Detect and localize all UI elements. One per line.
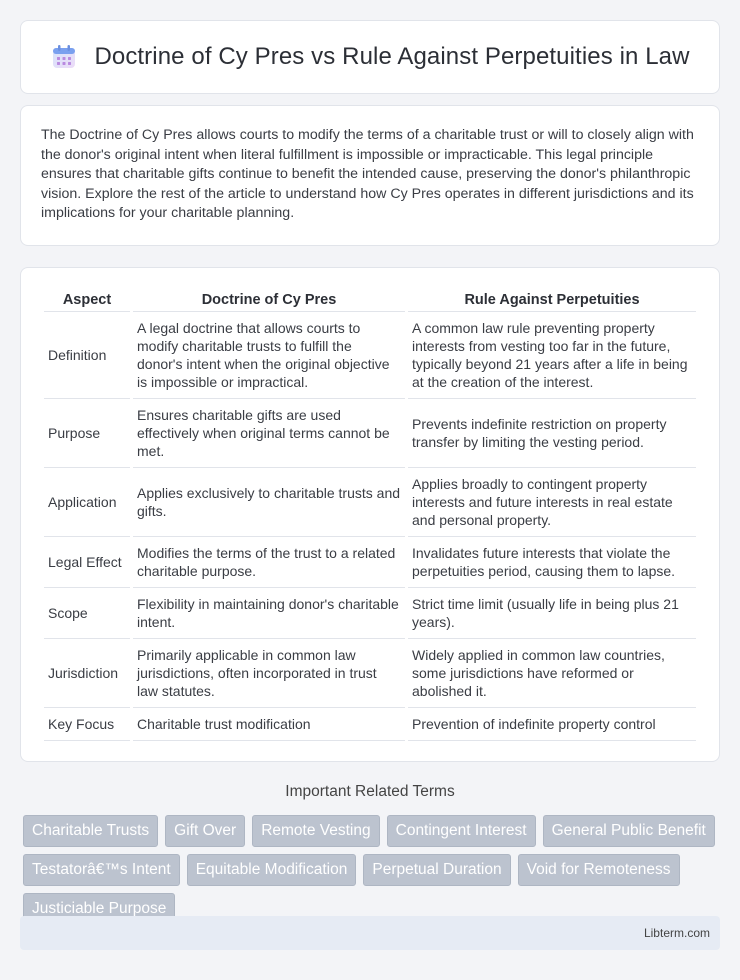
related-term-tag[interactable]: Gift Over — [165, 815, 245, 847]
cy-pres-cell: Modifies the terms of the trust to a related charitable purpose. — [133, 537, 405, 588]
row-aspect: Legal Effect — [44, 537, 130, 588]
table-row — [44, 708, 696, 741]
row-aspect: Scope — [44, 588, 130, 639]
comparison-section — [20, 267, 720, 762]
column-header-cy-pres: Doctrine of Cy Pres — [133, 290, 405, 312]
related-term-tag[interactable]: Equitable Modification — [187, 854, 357, 886]
related-terms-section — [20, 783, 720, 925]
related-term-tag[interactable]: Perpetual Duration — [363, 854, 510, 886]
related-terms-title: Important Related Terms — [285, 782, 455, 800]
cy-pres-cell: Charitable trust modification — [133, 708, 405, 741]
related-term-tag[interactable]: General Public Benefit — [543, 815, 715, 847]
row-aspect: Application — [44, 468, 130, 537]
intro-paragraph: The Doctrine of Cy Pres allows courts to modify the terms of a charitable trust or will to closely align with the donor's original intent when literal fulfillment is impossible or impracticable. This legal principle ensures that charitable gifts continue to benefit the intended cause, preserving the donor's philanthropic vision. Explore the rest of the article to understand how Cy Pres operates in different jurisdictions and its implications for your charitable planning. — [41, 127, 694, 221]
row-aspect: Definition — [44, 312, 130, 399]
rap-cell: Strict time limit (usually life in being plus 21 years). — [408, 588, 696, 639]
cy-pres-cell: Applies exclusively to charitable trusts and gifts. — [133, 468, 405, 537]
rap-cell: Invalidates future interests that violate the perpetuities period, causing them to lapse. — [408, 537, 696, 588]
column-header-aspect: Aspect — [44, 290, 130, 312]
related-term-tag[interactable]: Justiciable Purpose — [23, 893, 175, 925]
table-row — [44, 468, 696, 537]
row-aspect: Key Focus — [44, 708, 130, 741]
table-row — [44, 399, 696, 468]
rap-cell: Widely applied in common law countries, some jurisdictions have reformed or abolished it. — [408, 639, 696, 708]
rap-cell: Applies broadly to contingent property interests and future interests in real estate and personal property. — [408, 468, 696, 537]
cy-pres-cell: Primarily applicable in common law jurisdictions, often incorporated in trust law statutes. — [133, 639, 405, 708]
column-header-rap: Rule Against Perpetuities — [408, 290, 696, 312]
rap-cell: Prevents indefinite restriction on property transfer by limiting the vesting period. — [408, 399, 696, 468]
row-aspect: Jurisdiction — [44, 639, 130, 708]
table-row — [44, 537, 696, 588]
footer-site-link[interactable]: Libterm.com — [643, 926, 710, 940]
related-term-tag[interactable]: Contingent Interest — [387, 815, 536, 847]
intro-section — [20, 105, 720, 246]
page-footer — [20, 916, 720, 950]
row-aspect: Purpose — [44, 399, 130, 468]
related-term-tag[interactable]: Remote Vesting — [252, 815, 379, 847]
rap-cell: Prevention of indefinite property control — [408, 708, 696, 741]
related-terms-tags — [20, 815, 720, 925]
cy-pres-cell: Ensures charitable gifts are used effectively when original terms cannot be met. — [133, 399, 405, 468]
table-row — [44, 639, 696, 708]
cy-pres-cell: A legal doctrine that allows courts to modify charitable trusts to fulfill the donor's intent when the original objective is impossible or impractical. — [133, 312, 405, 399]
cy-pres-cell: Flexibility in maintaining donor's charitable intent. — [133, 588, 405, 639]
related-term-tag[interactable]: Testatorâ€™s Intent — [23, 854, 180, 886]
page-header — [20, 20, 720, 94]
page-title: Doctrine of Cy Pres vs Rule Against Perpetuities in Law — [94, 43, 690, 70]
table-row — [44, 312, 696, 399]
comparison-table — [41, 290, 699, 741]
rap-cell: A common law rule preventing property interests from vesting too far in the future, typically beyond 21 years after a life in being at the creation of the interest. — [408, 312, 696, 399]
table-row — [44, 588, 696, 639]
calendar-icon — [50, 43, 78, 71]
related-term-tag[interactable]: Charitable Trusts — [23, 815, 158, 847]
related-term-tag[interactable]: Void for Remoteness — [518, 854, 680, 886]
table-header-row — [44, 290, 696, 312]
